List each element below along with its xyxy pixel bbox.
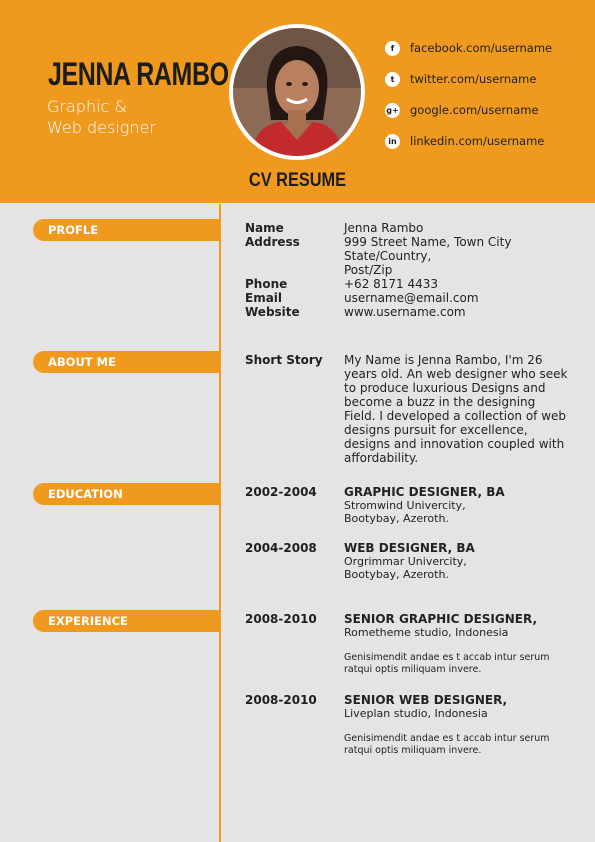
profile-values	[344, 221, 511, 319]
social-twitter[interactable]	[385, 69, 552, 89]
experience-company: Rometheme studio, Indonesia	[344, 626, 509, 639]
role-line-2: Web designer	[47, 118, 156, 137]
experience-entry	[344, 693, 569, 757]
experience-company: Liveplan studio, Indonesia	[344, 707, 488, 720]
facebook-icon: f	[385, 41, 400, 56]
website-value: www.username.com	[344, 305, 466, 319]
education-school: Stromwind Univercity,	[344, 499, 466, 512]
education-entry	[344, 541, 475, 581]
twitter-link[interactable]: twitter.com/username	[410, 72, 537, 86]
twitter-icon: t	[385, 72, 400, 87]
education-location: Bootybay, Azeroth.	[344, 512, 449, 525]
social-links	[385, 38, 552, 162]
vertical-divider	[219, 204, 221, 842]
cv-resume-title: CV RESUME	[248, 170, 347, 191]
name-value: Jenna Rambo	[344, 221, 424, 235]
phone-label: Phone	[245, 277, 288, 291]
experience-entry	[344, 612, 569, 676]
candidate-name: JENNA RAMBO	[48, 56, 229, 92]
experience-title: SENIOR WEB DESIGNER,	[344, 693, 508, 707]
social-google[interactable]	[385, 100, 552, 120]
profile-photo	[229, 24, 365, 160]
header-banner	[0, 0, 595, 203]
google-plus-icon: g+	[385, 103, 400, 118]
experience-description: Genisimendit andae es t accab intur serum ratqui optis miliquam invere.	[344, 733, 550, 756]
name-label: Name	[245, 221, 284, 235]
address-label: Address	[245, 235, 300, 249]
section-tab-about: ABOUT ME	[33, 351, 220, 373]
experience-title: SENIOR GRAPHIC DESIGNER,	[344, 612, 538, 626]
address-line-2: State/Country,	[344, 249, 432, 263]
education-entry	[344, 485, 505, 525]
profile-labels	[245, 221, 300, 319]
experience-description: Genisimendit andae es t accab intur serum ratqui optis miliquam invere.	[344, 652, 550, 675]
social-facebook[interactable]	[385, 38, 552, 58]
short-story-label: Short Story	[245, 353, 323, 367]
email-label: Email	[245, 291, 283, 305]
website-label: Website	[245, 305, 300, 319]
address-line-3: Post/Zip	[344, 263, 393, 277]
education-title: WEB DESIGNER, BA	[344, 541, 475, 555]
social-linkedin[interactable]	[385, 131, 552, 151]
section-tab-experience: EXPERIENCE	[33, 610, 220, 632]
linkedin-icon: in	[385, 134, 400, 149]
phone-value: +62 8171 4433	[344, 277, 439, 291]
google-link[interactable]: google.com/username	[410, 103, 539, 117]
role-line-1: Graphic &	[47, 97, 127, 116]
education-school: Orgrimmar Univercity,	[344, 555, 467, 568]
facebook-link[interactable]: facebook.com/username	[410, 41, 553, 55]
section-tab-profile: PROFLE	[33, 219, 220, 241]
education-years: 2002-2004	[245, 485, 317, 499]
experience-years: 2008-2010	[245, 612, 317, 626]
section-tab-education: EDUCATION	[33, 483, 220, 505]
education-years: 2004-2008	[245, 541, 317, 555]
linkedin-link[interactable]: linkedin.com/username	[410, 134, 545, 148]
candidate-role	[47, 96, 217, 138]
education-title: GRAPHIC DESIGNER, BA	[344, 485, 505, 499]
experience-years: 2008-2010	[245, 693, 317, 707]
education-location: Bootybay, Azeroth.	[344, 568, 449, 581]
portrait-image	[233, 28, 361, 156]
email-value: username@email.com	[344, 291, 479, 305]
address-line-1: 999 Street Name, Town City	[344, 235, 512, 249]
short-story-text: My Name is Jenna Rambo, I'm 26 years old. An web designer who seek to produce luxurious Designs and become a buzz in the designing Field. I developed a collection of web designs pursuit for excellence, designs and innovation coupled with affordability.	[344, 353, 568, 465]
